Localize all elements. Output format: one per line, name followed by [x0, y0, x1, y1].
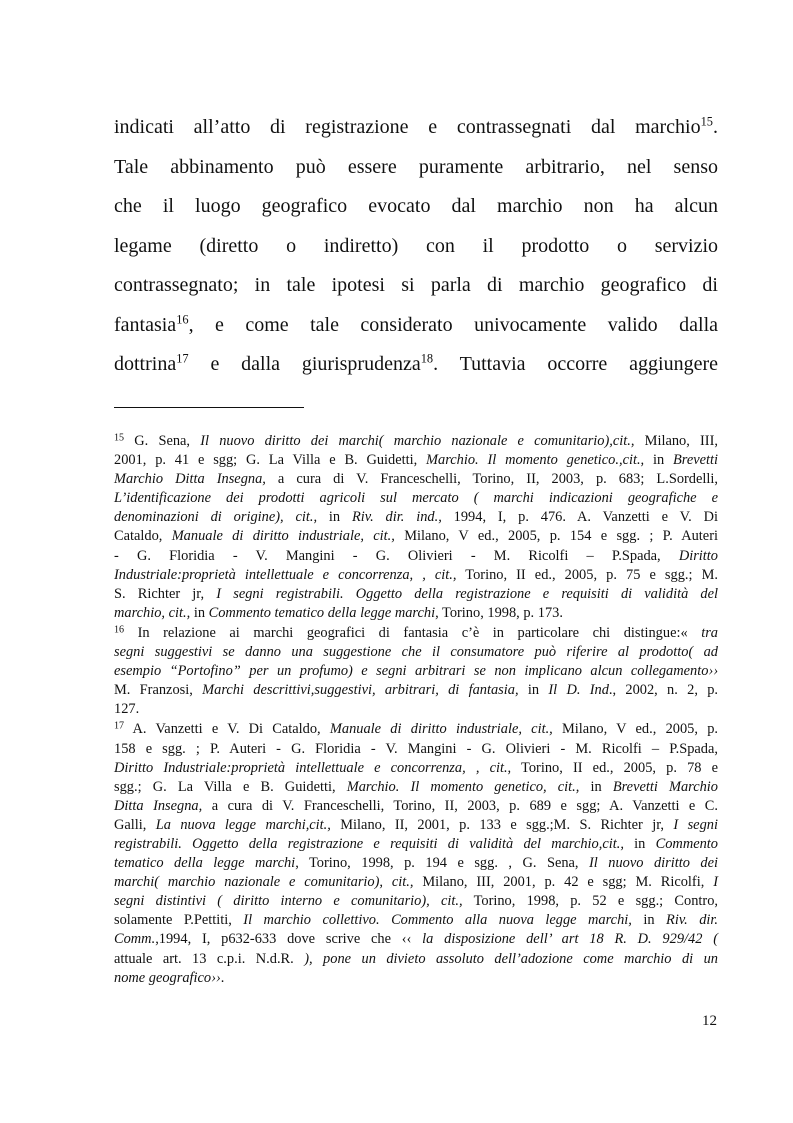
body-line-7: dottrina$^{17}$ e dalla giurisprudenza$^{18}$. Tuttavia occorre aggiungere	[114, 351, 719, 375]
body-line-3: che il luogo geografico evocato dal marchio non ha alcun	[114, 195, 718, 217]
footnote-ref-17: 17	[176, 351, 189, 366]
page-number: 12	[702, 1013, 717, 1029]
footnote-17: $^{17}$ A. Vanzetti e V. Di Cataldo, Manuale di diritto industriale, cit., Milano, V ed., 2005, p. 158 e sgg. ; P. Auteri - G. Floridia - V. Mangini - G. Olivieri - M. Ricolfi – P.Spada, Diritto Industriale:proprietà intellettuale e concorrenza, , cit., Torino, II ed., 2005, p. 78 e sgg.; G. La Villa e B. Guidetti, Marchio. Il momento genetico, cit., in Brevetti Marchio Ditta Insegna, a cura di V. Franceschelli, Torino, II, 2003, p. 689 e sgg; A. Vanzetti e C. Galli, La nuova legge marchi,cit., Milano, II, 2001, p. 133 e sgg.;M. S. Richter jr, I segni registrabili. Oggetto della registrazione e requisiti di validità del marchio,cit., in Commento tematico della legge marchi, Torino, 1998, p. 194 e sgg. , G. Sena, Il nuovo diritto dei marchi( marchio nazionale e comunitario), cit., Milano, III, 2001, p. 42 e sgg; M. Ricolfi, I segni distintivi ( diritto interno e comunitario), cit., Torino, 1998, p. 52 e sgg.; Contro, solamente P.Pettiti, Il marchio collettivo. Commento alla nuova legge marchi, in Riv. dir. Comm.,1994, I, p632-633 dove scrive che ‹‹ la disposizione dell’ art 18 R. D. 929/42 ( attuale art. 13 c.p.i. N.d.R. ), pone un divieto assoluto dell’adozione come marchio di un nome geografico››.	[114, 720, 719, 986]
footnote-number: 16	[114, 624, 125, 636]
body-line-1: indicati all’atto di registrazione e contrassegnati dal marchio$^{15}$.	[114, 114, 718, 138]
footnote-ref-16: 16	[176, 312, 189, 327]
footnote-15: $^{15}$ G. Sena, Il nuovo diritto dei marchi( marchio nazionale e comunitario),cit., Milano, III, 2001, p. 41 e sgg; G. La Villa e B. Guidetti, Marchio. Il momento genetico.,cit., in Brevetti Marchio Ditta Insegna, a cura di V. Franceschelli, Torino, II, 2003, p. 683; L.Sordelli, L’identificazione dei prodotti agricoli sul mercato ( marchi indicazioni geografiche e denominazioni di origine), cit., in Riv. dir. ind., 1994, I, p. 476. A. Vanzetti e V. Di Cataldo, Manuale di diritto industriale, cit., Milano, V ed., 2005, p. 154 e sgg. ; P. Auteri - G. Floridia - V. Mangini - G. Olivieri - M. Ricolfi – P.Spada, Diritto Industriale:proprietà intellettuale e concorrenza, , cit., Torino, II ed., 2005, p. 75 e sgg.; M. S. Richter jr, I segni registrabili. Oggetto della registrazione e requisiti di validità del marchio, cit., in Commento tematico della legge marchi, Torino, 1998, p. 173.	[114, 432, 719, 621]
footnote-ref-18: 18	[420, 351, 434, 366]
body-paragraph	[114, 108, 718, 385]
body-line-4: legame (diretto o indiretto) con il prodotto o servizio	[114, 234, 718, 257]
footnote-number: 17	[114, 720, 125, 732]
body-line-6: fantasia$^{16}$, e come tale considerato univocamente valido dalla	[114, 312, 718, 336]
footnote-separator	[114, 407, 304, 408]
footnote-ref-15: 15	[700, 114, 713, 129]
body-line-5: contrassegnato; in tale ipotesi si parla di marchio geografico di	[114, 274, 718, 296]
body-line-2: Tale abbinamento può essere puramente arbitrario, nel senso	[114, 155, 718, 178]
footnote-16: $^{16}$ In relazione ai marchi geografici di fantasia c’è in particolare chi distingue:« tra segni suggestivi se danno una suggestione che il consumatore può riferire al prodotto( ad esempio “Portofino” per un profumo) e segni arbitrari se non implicano alcun collegamento›› M. Franzosi, Marchi descrittivi,suggestivi, arbitrari, di fantasia, in Il D. Ind., 2002, n. 2, p. 127.	[114, 624, 719, 718]
footnote-number: 15	[114, 432, 125, 444]
footnotes-section	[114, 432, 718, 989]
